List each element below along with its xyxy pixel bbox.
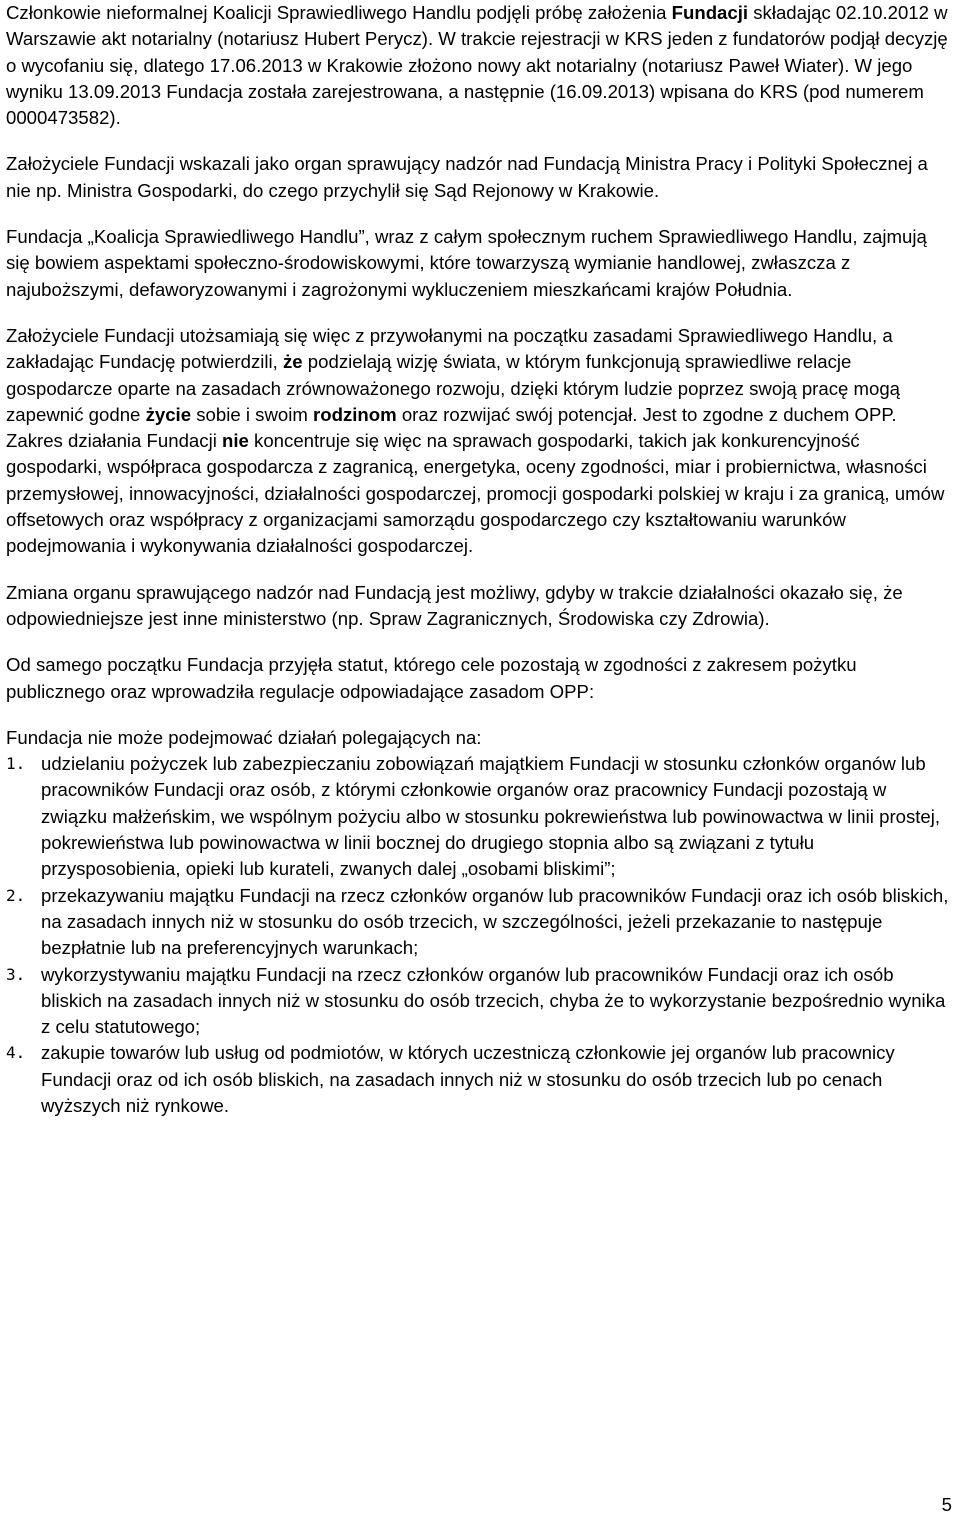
list-item-text: zakupie towarów lub usług od podmiotów, w których uczestniczą członkowie jej organów lub pracownicy Fundacji oraz od ich osób bliskich, na zasadach innych niż w stosunku do osób trzecich lub po cenach wyższych niż rynkowe. (41, 1042, 895, 1116)
page-number: 5 (941, 1494, 952, 1515)
paragraph (6, 652, 954, 705)
paragraph (6, 323, 954, 560)
list-item-number: 2. (6, 885, 26, 905)
paragraph (6, 151, 954, 204)
paragraph (6, 580, 954, 633)
text-segment: Zmiana organu sprawującego nadzór nad Fundacją jest możliwy, gdyby w trakcie działalności okazało się, że odpowiedniejsze jest inne ministerstwo (np. Spraw Zagranicznych, Środowiska czy Zdrowia). (6, 581, 903, 629)
list-item-text: udzielaniu pożyczek lub zabezpieczaniu zobowiązań majątkiem Fundacji w stosunku członków organów lub pracowników Fundacji oraz osób, z którymi członkowie organów oraz pracownicy Fundacji pozostają w związku małżeńskim, we wspólnym pożyciu albo w stosunku pokrewieństwa lub powinowactwa w linii prostej, pokrewieństwa lub powinowactwa w linii bocznej do drugiego stopnia albo są związani z tytułu przysposobienia, opieki lub kurateli, zwanych dalej „osobami bliskimi”; (41, 753, 941, 880)
paragraph (6, 0, 954, 131)
document-page (6, 0, 954, 1119)
list-item-text: wykorzystywaniu majątku Fundacji na rzecz członków organów lub pracowników Fundacji oraz ich osób bliskich na zasadach innych niż w stosunku do osób trzecich, chyba że to wykorzystanie bezpośrednio wynika z celu statutowego; (41, 963, 946, 1038)
text-segment: Założyciele Fundacji utożsamiają się więc z przywołanymi na początku zasadami Sprawiedliwego Handlu, a zakładając Fundację potwierdzili, (6, 324, 893, 373)
bold-text: że (282, 351, 303, 373)
list-item (6, 883, 954, 962)
document-body (6, 0, 954, 705)
restrictions-list (6, 751, 954, 1119)
list-item-number: 4. (6, 1043, 26, 1063)
list-item (6, 1040, 954, 1119)
paragraph (6, 224, 954, 303)
bold-text: życie (145, 403, 192, 425)
list-item-number: 3. (6, 964, 26, 984)
text-segment: składając 02.10.2012 w Warszawie akt notarialny (notariusz Hubert Perycz). W trakcie rejestracji w KRS jeden z fundatorów podjął decyzję o wycofaniu się, dlatego 17.06.2013 w Krakowie złożono nowy akt notarialny (notariusz Paweł Wiater). W jego wyniku 13.09.2013 Fundacja została zarejestrowana, a następnie (16.09.2013) wpisana do KRS (pod numerem 0000473582). (6, 2, 948, 129)
text-segment: Założyciele Fundacji wskazali jako organ sprawujący nadzór nad Fundacją Ministra Pracy i Polityki Społecznej a nie np. Ministra Gospodarki, do czego przychylił się Sąd Rejonowy w Krakowie. (6, 153, 928, 201)
text-segment: Fundacja „Koalicja Sprawiedliwego Handlu”, wraz z całym społecznym ruchem Sprawiedliwego Handlu, zajmują się bowiem aspektami społeczno-środowiskowymi, które towarzyszą wymianie handlowej, zwłaszcza z najuboższymi, defaworyzowanymi i zagrożonymi wykluczeniem mieszkańcami krajów Południa. (6, 226, 927, 300)
text-segment: koncentruje się więc na sprawach gospodarki, takich jak konkurencyjność gospodarki, współpraca gospodarcza z zagranicą, energetyka, oceny zgodności, miar i probiernictwa, własności przemysłowej, innowacyjności, działalności gospodarczej, promocji gospodarki polskiej w kraju i za granicą, umów offsetowych oraz współpracy z organizacjami samorządu gospodarczego czy kształtowaniu warunków podejmowania i wykonywania działalności gospodarczej. (6, 430, 945, 557)
list-item-text: przekazywaniu majątku Fundacji na rzecz członków organów lub pracowników Fundacji oraz ich osób bliskich, na zasadach innych niż w stosunku do osób trzecich, w szczególności, jeżeli przekazanie to następuje bezpłatnie lub na preferencyjnych warunkach; (41, 884, 949, 959)
list-item (6, 962, 954, 1041)
text-segment: sobie i swoim (191, 403, 313, 425)
text-segment: oraz rozwijać swój potencjał. Jest to zgodne z duchem OPP. Zakres działania Fundacji (6, 403, 897, 452)
text-segment: podzielają wizję świata, w którym funkcjonują sprawiedliwe relacje gospodarcze oparte na zasadach zrównoważonego rozwoju, dzięki którym ludzie poprzez swoją pracę mogą zapewnić godne (6, 351, 901, 425)
bold-text: rodzinom (313, 403, 397, 425)
list-intro: Fundacja nie może podejmować działań polegających na: (6, 726, 482, 748)
bold-text: Fundacji (671, 2, 749, 23)
text-segment: Członkowie nieformalnej Koalicji Sprawiedliwego Handlu podjęli próbę założenia (6, 2, 672, 23)
list-item-number: 1. (6, 754, 26, 774)
text-segment: Od samego początku Fundacja przyjęła statut, którego cele pozostają w zgodności z zakresem pożytku publicznego oraz wprowadziła regulacje odpowiadające zasadom OPP: (6, 654, 857, 702)
list-item (6, 751, 954, 882)
bold-text: nie (222, 430, 249, 452)
